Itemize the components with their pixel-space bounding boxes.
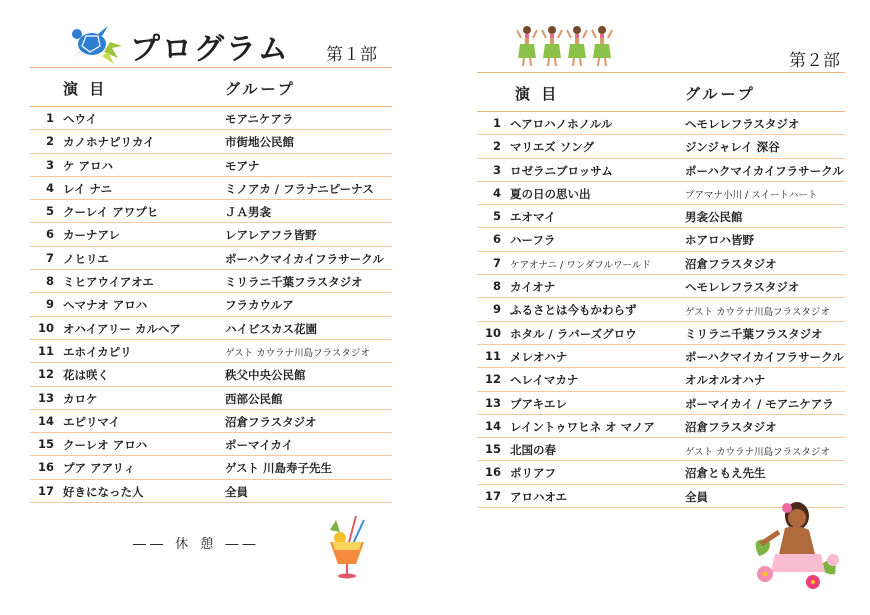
group-name: ミリラニ千葉フラスタジオ <box>225 275 363 290</box>
row-number: 4 <box>492 185 501 200</box>
group-name: ヘモレレフラスタジオ <box>685 280 800 295</box>
table-row <box>30 177 392 200</box>
group-name: 秩父中央公民館 <box>225 368 306 383</box>
table-row <box>30 247 392 270</box>
row-number: 3 <box>45 157 54 172</box>
group-name: ポーマイカイ <box>225 438 294 453</box>
table-row <box>477 368 845 391</box>
group-name: ＪＡ男衾 <box>225 205 271 220</box>
row-number: 10 <box>37 320 54 335</box>
program-title: プアキエレ <box>510 396 568 411</box>
table-row <box>30 363 392 386</box>
row-number: 11 <box>37 343 54 358</box>
group-column-header: グループ <box>685 85 756 103</box>
table-row <box>30 433 392 456</box>
group-name: 男衾公民館 <box>685 210 743 225</box>
program-title: クーレイ アワプヒ <box>63 205 159 220</box>
table-row <box>30 223 392 246</box>
table-row <box>30 456 392 479</box>
row-number: 16 <box>484 465 501 480</box>
table-row <box>477 182 845 205</box>
program-title: マリエズ ソング <box>510 140 595 155</box>
tropical-cocktail-icon <box>322 512 374 582</box>
group-name: モアニケアラ <box>225 112 294 126</box>
program-column-header: 演 目 <box>515 85 560 103</box>
row-number: 8 <box>492 279 501 294</box>
program-title: レイ ナニ <box>63 181 112 196</box>
group-name: オルオルオハナ <box>685 373 766 388</box>
group-name: 沼倉フラスタジオ <box>685 419 777 434</box>
table-row <box>30 270 392 293</box>
program-column-header: 演 目 <box>63 80 108 98</box>
table-row <box>477 415 845 438</box>
group-name: ポーマイカイ / モアニケアラ <box>685 396 834 411</box>
table-row <box>477 112 845 135</box>
group-name: ミノアカ / フラナニピーナス <box>225 181 374 196</box>
group-name: プアマナ小川 / スイートハート <box>685 190 818 202</box>
row-number: 2 <box>492 139 501 154</box>
program-title: アロハオエ <box>510 489 568 504</box>
table-row <box>477 228 845 251</box>
group-name: 西部公民館 <box>225 391 283 406</box>
table-row <box>477 275 845 298</box>
page-title: プログラム <box>130 32 290 67</box>
program-title: ヘアロハノホノルル <box>510 117 613 131</box>
group-name: レアレアフラ皆野 <box>225 228 317 243</box>
program-title: ヘマナオ アロハ <box>63 298 148 313</box>
program-title: ロゼラニブロッサム <box>510 163 613 178</box>
row-number: 13 <box>484 395 501 410</box>
table-row <box>30 130 392 153</box>
row-number: 9 <box>492 302 501 317</box>
table-row <box>477 205 845 228</box>
row-number: 14 <box>484 418 501 433</box>
part2-table <box>477 112 845 508</box>
program-title: 夏の日の思い出 <box>510 186 591 201</box>
row-number: 9 <box>45 297 54 312</box>
program-title: エオマイ <box>510 210 556 225</box>
group-column-header: グループ <box>225 80 296 98</box>
divider <box>30 67 392 68</box>
table-row <box>477 392 845 415</box>
program-title: カイオナ <box>510 280 556 295</box>
group-name: ポーハクマイカイフラサークル <box>685 349 844 364</box>
group-name: 沼倉フラスタジオ <box>225 414 317 429</box>
group-name: ゲスト カウラナ川島フラスタジオ <box>685 446 830 458</box>
program-title: エホイカピリ <box>63 344 132 359</box>
row-number: 10 <box>484 325 501 340</box>
part1-table <box>30 107 392 503</box>
program-title: クーレオ アロハ <box>63 438 148 453</box>
part1-label: 第１部 <box>326 45 377 65</box>
table-row <box>30 293 392 316</box>
table-row <box>477 252 845 275</box>
row-number: 2 <box>45 134 54 149</box>
table-row <box>477 298 845 321</box>
program-title: 好きになった人 <box>63 484 144 499</box>
row-number: 5 <box>492 209 501 224</box>
sea-turtle-icon <box>68 22 124 68</box>
program-title: ヘレイマカナ <box>510 373 579 388</box>
table-row <box>30 200 392 223</box>
row-number: 3 <box>492 162 501 177</box>
group-name: ポーハクマイカイフラサークル <box>225 251 384 266</box>
group-name: ハイビスカス花園 <box>225 321 317 336</box>
row-number: 11 <box>484 348 501 363</box>
group-name: ジンジャレイ 深谷 <box>685 140 780 155</box>
program-title: カロケ <box>63 391 98 406</box>
program-title: ミヒアウイアオエ <box>63 275 154 290</box>
program-title: ポリアフ <box>510 466 556 481</box>
row-number: 4 <box>45 180 54 195</box>
row-number: 12 <box>484 372 501 387</box>
table-row <box>477 322 845 345</box>
hula-girl-hibiscus-icon <box>739 496 845 592</box>
group-name: 沼倉フラスタジオ <box>685 256 777 271</box>
group-name: ヘモレレフラスタジオ <box>685 117 800 131</box>
hula-dancers-icon <box>517 24 617 68</box>
row-number: 6 <box>45 227 54 242</box>
group-name: モアナ <box>225 158 260 173</box>
part2-label: 第２部 <box>789 51 840 71</box>
row-number: 7 <box>45 250 54 265</box>
table-row <box>30 387 392 410</box>
table-row <box>30 317 392 340</box>
group-name: ゲスト カウラナ川島フラスタジオ <box>685 306 830 318</box>
program-title: 北国の春 <box>510 443 556 458</box>
row-number: 15 <box>484 442 501 457</box>
program-title: ノヒリエ <box>63 251 109 266</box>
row-number: 17 <box>37 483 54 498</box>
row-number: 1 <box>45 111 54 125</box>
program-title: レイントゥワヒネ オ マノア <box>510 419 655 434</box>
group-name: 全員 <box>225 484 248 499</box>
group-name: ミリラニ千葉フラスタジオ <box>685 326 823 341</box>
program-title: エピリマイ <box>63 414 121 429</box>
program-title: カノホナピリカイ <box>63 135 155 150</box>
program-title: カーナアレ <box>63 228 121 243</box>
table-row <box>477 135 845 158</box>
table-row <box>30 340 392 363</box>
program-title: ホタル / ラバーズグロウ <box>510 326 637 341</box>
program-title: オハイアリー カルヘア <box>63 321 181 336</box>
row-number: 13 <box>37 390 54 405</box>
row-number: 1 <box>492 116 501 130</box>
program-title: 花は咲く <box>63 368 109 383</box>
table-row <box>477 159 845 182</box>
row-number: 15 <box>37 437 54 452</box>
table-row <box>30 107 392 130</box>
group-name: 沼倉ともえ先生 <box>685 466 766 481</box>
program-title: プア アアリィ <box>63 461 136 476</box>
column-header-row <box>477 75 845 111</box>
table-row <box>477 461 845 484</box>
row-number: 17 <box>484 488 501 503</box>
row-number: 6 <box>492 232 501 247</box>
program-title: ハーフラ <box>510 233 556 248</box>
program-title: ケアオナニ / ワンダフルワールド <box>510 260 651 272</box>
table-row <box>30 154 392 177</box>
group-name: ホアロハ皆野 <box>685 233 754 248</box>
table-row <box>30 410 392 433</box>
group-name: 市街地公民館 <box>225 135 294 150</box>
row-number: 7 <box>492 255 501 270</box>
program-title: メレオハナ <box>510 349 568 364</box>
group-name: 全員 <box>685 489 708 504</box>
group-name: ゲスト 川島寿子先生 <box>225 461 333 476</box>
table-row <box>477 438 845 461</box>
program-title: ケ アロハ <box>63 158 114 173</box>
column-header-row <box>30 70 392 106</box>
row-number: 14 <box>37 413 54 428</box>
program-title: ヘウイ <box>63 112 98 126</box>
table-row <box>30 480 392 503</box>
group-name: フラカウルア <box>225 298 294 313</box>
table-row <box>477 345 845 368</box>
row-number: 12 <box>37 367 54 382</box>
group-name: ポーハクマイカイフラサークル <box>685 163 844 178</box>
row-number: 5 <box>45 204 54 219</box>
divider <box>477 72 845 73</box>
group-name: ゲスト カウラナ川島フラスタジオ <box>225 348 370 360</box>
row-number: 16 <box>37 460 54 475</box>
row-number: 8 <box>45 274 54 289</box>
intermission-label: ―― 休 憩 ―― <box>133 537 260 552</box>
program-title: ふるさとは今もかわらず <box>510 303 637 318</box>
